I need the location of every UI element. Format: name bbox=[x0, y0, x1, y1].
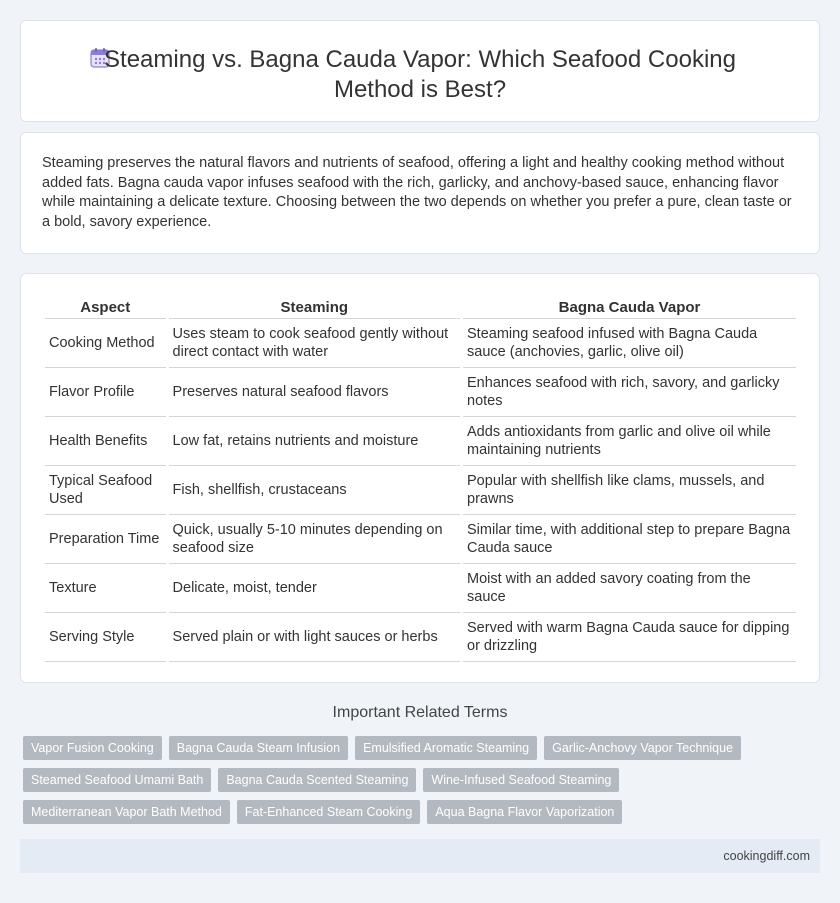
row-bagna-cauda: Adds antioxidants from garlic and olive oil while maintaining nutrients bbox=[463, 417, 796, 466]
related-term-tag[interactable]: Vapor Fusion Cooking bbox=[23, 736, 162, 760]
footer-site-name[interactable]: cookingdiff.com bbox=[723, 849, 810, 863]
row-aspect: Serving Style bbox=[45, 613, 166, 662]
table-header-row bbox=[45, 295, 796, 319]
related-term-tag[interactable]: Mediterranean Vapor Bath Method bbox=[23, 800, 230, 824]
related-terms-list bbox=[23, 736, 813, 824]
footer bbox=[20, 839, 820, 873]
table-row bbox=[45, 515, 796, 564]
table-row bbox=[45, 319, 796, 368]
table-row bbox=[45, 613, 796, 662]
related-term-tag[interactable]: Steamed Seafood Umami Bath bbox=[23, 768, 211, 792]
intro-card bbox=[20, 132, 820, 254]
table-row bbox=[45, 368, 796, 417]
related-term-tag[interactable]: Bagna Cauda Scented Steaming bbox=[218, 768, 416, 792]
intro-paragraph: Steaming preserves the natural flavors and nutrients of seafood, offering a light and healthy cooking method without added fats. Bagna cauda vapor infuses seafood with the rich, garlicky, and anchovy-based sauce, enhancing flavor while maintaining a delicate texture. Choosing between the two depends on whether you prefer a pure, clean taste or a bold, savory experience. bbox=[42, 155, 792, 230]
row-bagna-cauda: Enhances seafood with rich, savory, and garlicky notes bbox=[463, 368, 796, 417]
row-steaming: Low fat, retains nutrients and moisture bbox=[169, 417, 460, 466]
comparison-card bbox=[20, 273, 820, 683]
related-terms-heading: Important Related Terms bbox=[332, 704, 508, 721]
table-row bbox=[45, 564, 796, 613]
row-aspect: Health Benefits bbox=[45, 417, 166, 466]
header-aspect: Aspect bbox=[45, 295, 166, 319]
row-aspect: Typical Seafood Used bbox=[45, 466, 166, 515]
comparison-table bbox=[42, 295, 799, 662]
page-title-line-1: Steaming vs. Bagna Cauda Vapor: Which Seafood Cooking bbox=[104, 46, 736, 73]
row-bagna-cauda: Steaming seafood infused with Bagna Cauda sauce (anchovies, garlic, olive oil) bbox=[463, 319, 796, 368]
row-steaming: Fish, shellfish, crustaceans bbox=[169, 466, 460, 515]
table-row bbox=[45, 466, 796, 515]
page-title-line-2: Method is Best? bbox=[333, 76, 507, 103]
related-term-tag[interactable]: Wine-Infused Seafood Steaming bbox=[423, 768, 619, 792]
table-row bbox=[45, 417, 796, 466]
row-steaming: Quick, usually 5-10 minutes depending on seafood size bbox=[169, 515, 460, 564]
row-aspect: Preparation Time bbox=[45, 515, 166, 564]
title-card bbox=[20, 20, 820, 122]
row-steaming: Served plain or with light sauces or herbs bbox=[169, 613, 460, 662]
row-bagna-cauda: Moist with an added savory coating from the sauce bbox=[463, 564, 796, 613]
header-bagna-cauda-vapor: Bagna Cauda Vapor bbox=[463, 295, 796, 319]
header-steaming: Steaming bbox=[169, 295, 460, 319]
related-term-tag[interactable]: Aqua Bagna Flavor Vaporization bbox=[427, 800, 622, 824]
row-bagna-cauda: Served with warm Bagna Cauda sauce for dipping or drizzling bbox=[463, 613, 796, 662]
row-bagna-cauda: Popular with shellfish like clams, mussels, and prawns bbox=[463, 466, 796, 515]
related-term-tag[interactable]: Emulsified Aromatic Steaming bbox=[355, 736, 537, 760]
page-title bbox=[21, 45, 819, 105]
row-bagna-cauda: Similar time, with additional step to prepare Bagna Cauda sauce bbox=[463, 515, 796, 564]
row-steaming: Preserves natural seafood flavors bbox=[169, 368, 460, 417]
row-aspect: Cooking Method bbox=[45, 319, 166, 368]
row-steaming: Uses steam to cook seafood gently without direct contact with water bbox=[169, 319, 460, 368]
related-term-tag[interactable]: Bagna Cauda Steam Infusion bbox=[169, 736, 348, 760]
row-aspect: Flavor Profile bbox=[45, 368, 166, 417]
row-aspect: Texture bbox=[45, 564, 166, 613]
related-term-tag[interactable]: Fat-Enhanced Steam Cooking bbox=[237, 800, 420, 824]
related-term-tag[interactable]: Garlic-Anchovy Vapor Technique bbox=[544, 736, 741, 760]
row-steaming: Delicate, moist, tender bbox=[169, 564, 460, 613]
